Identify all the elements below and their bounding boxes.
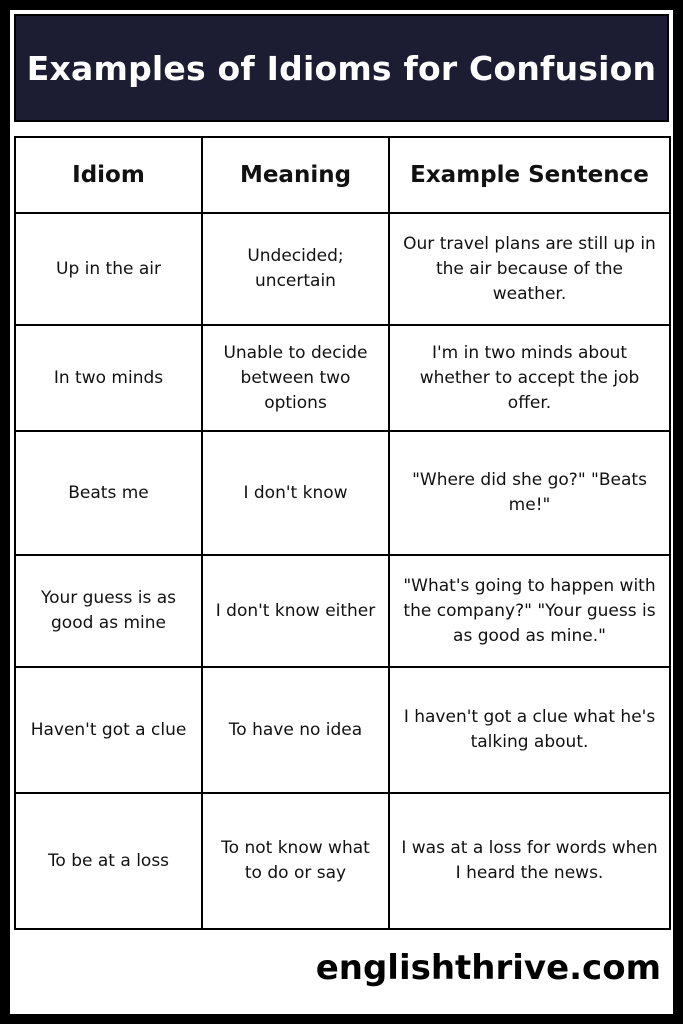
header-idiom: Idiom [15, 137, 202, 213]
example-cell: "What's going to happen with the company?" "Your guess is as good as mine." [389, 555, 670, 667]
table-row [15, 793, 670, 929]
table-row [15, 325, 670, 431]
header-meaning: Meaning [202, 137, 389, 213]
meaning-cell: I don't know either [202, 555, 389, 667]
example-cell: I'm in two minds about whether to accept the job offer. [389, 325, 670, 431]
example-cell: I was at a loss for words when I heard the news. [389, 793, 670, 929]
example-cell: "Where did she go?" "Beats me!" [389, 431, 670, 555]
idioms-table [14, 136, 671, 930]
table-row [15, 213, 670, 325]
example-cell: I haven't got a clue what he's talking about. [389, 667, 670, 793]
table-row [15, 667, 670, 793]
website-footer: englishthrive.com [315, 948, 661, 988]
idiom-cell: Beats me [15, 431, 202, 555]
meaning-cell: To have no idea [202, 667, 389, 793]
idiom-cell: In two minds [15, 325, 202, 431]
page-title: Examples of Idioms for Confusion [26, 48, 657, 88]
table-header-row [15, 137, 670, 213]
meaning-cell: Undecided; uncertain [202, 213, 389, 325]
meaning-cell: I don't know [202, 431, 389, 555]
title-banner [14, 14, 669, 122]
table-row [15, 431, 670, 555]
idiom-cell: Haven't got a clue [15, 667, 202, 793]
meaning-cell: To not know what to do or say [202, 793, 389, 929]
header-example-sentence: Example Sentence [389, 137, 670, 213]
idiom-cell: Up in the air [15, 213, 202, 325]
meaning-cell: Unable to decide between two options [202, 325, 389, 431]
example-cell: Our travel plans are still up in the air because of the weather. [389, 213, 670, 325]
idiom-cell: To be at a loss [15, 793, 202, 929]
idiom-cell: Your guess is as good as mine [15, 555, 202, 667]
table-row [15, 555, 670, 667]
